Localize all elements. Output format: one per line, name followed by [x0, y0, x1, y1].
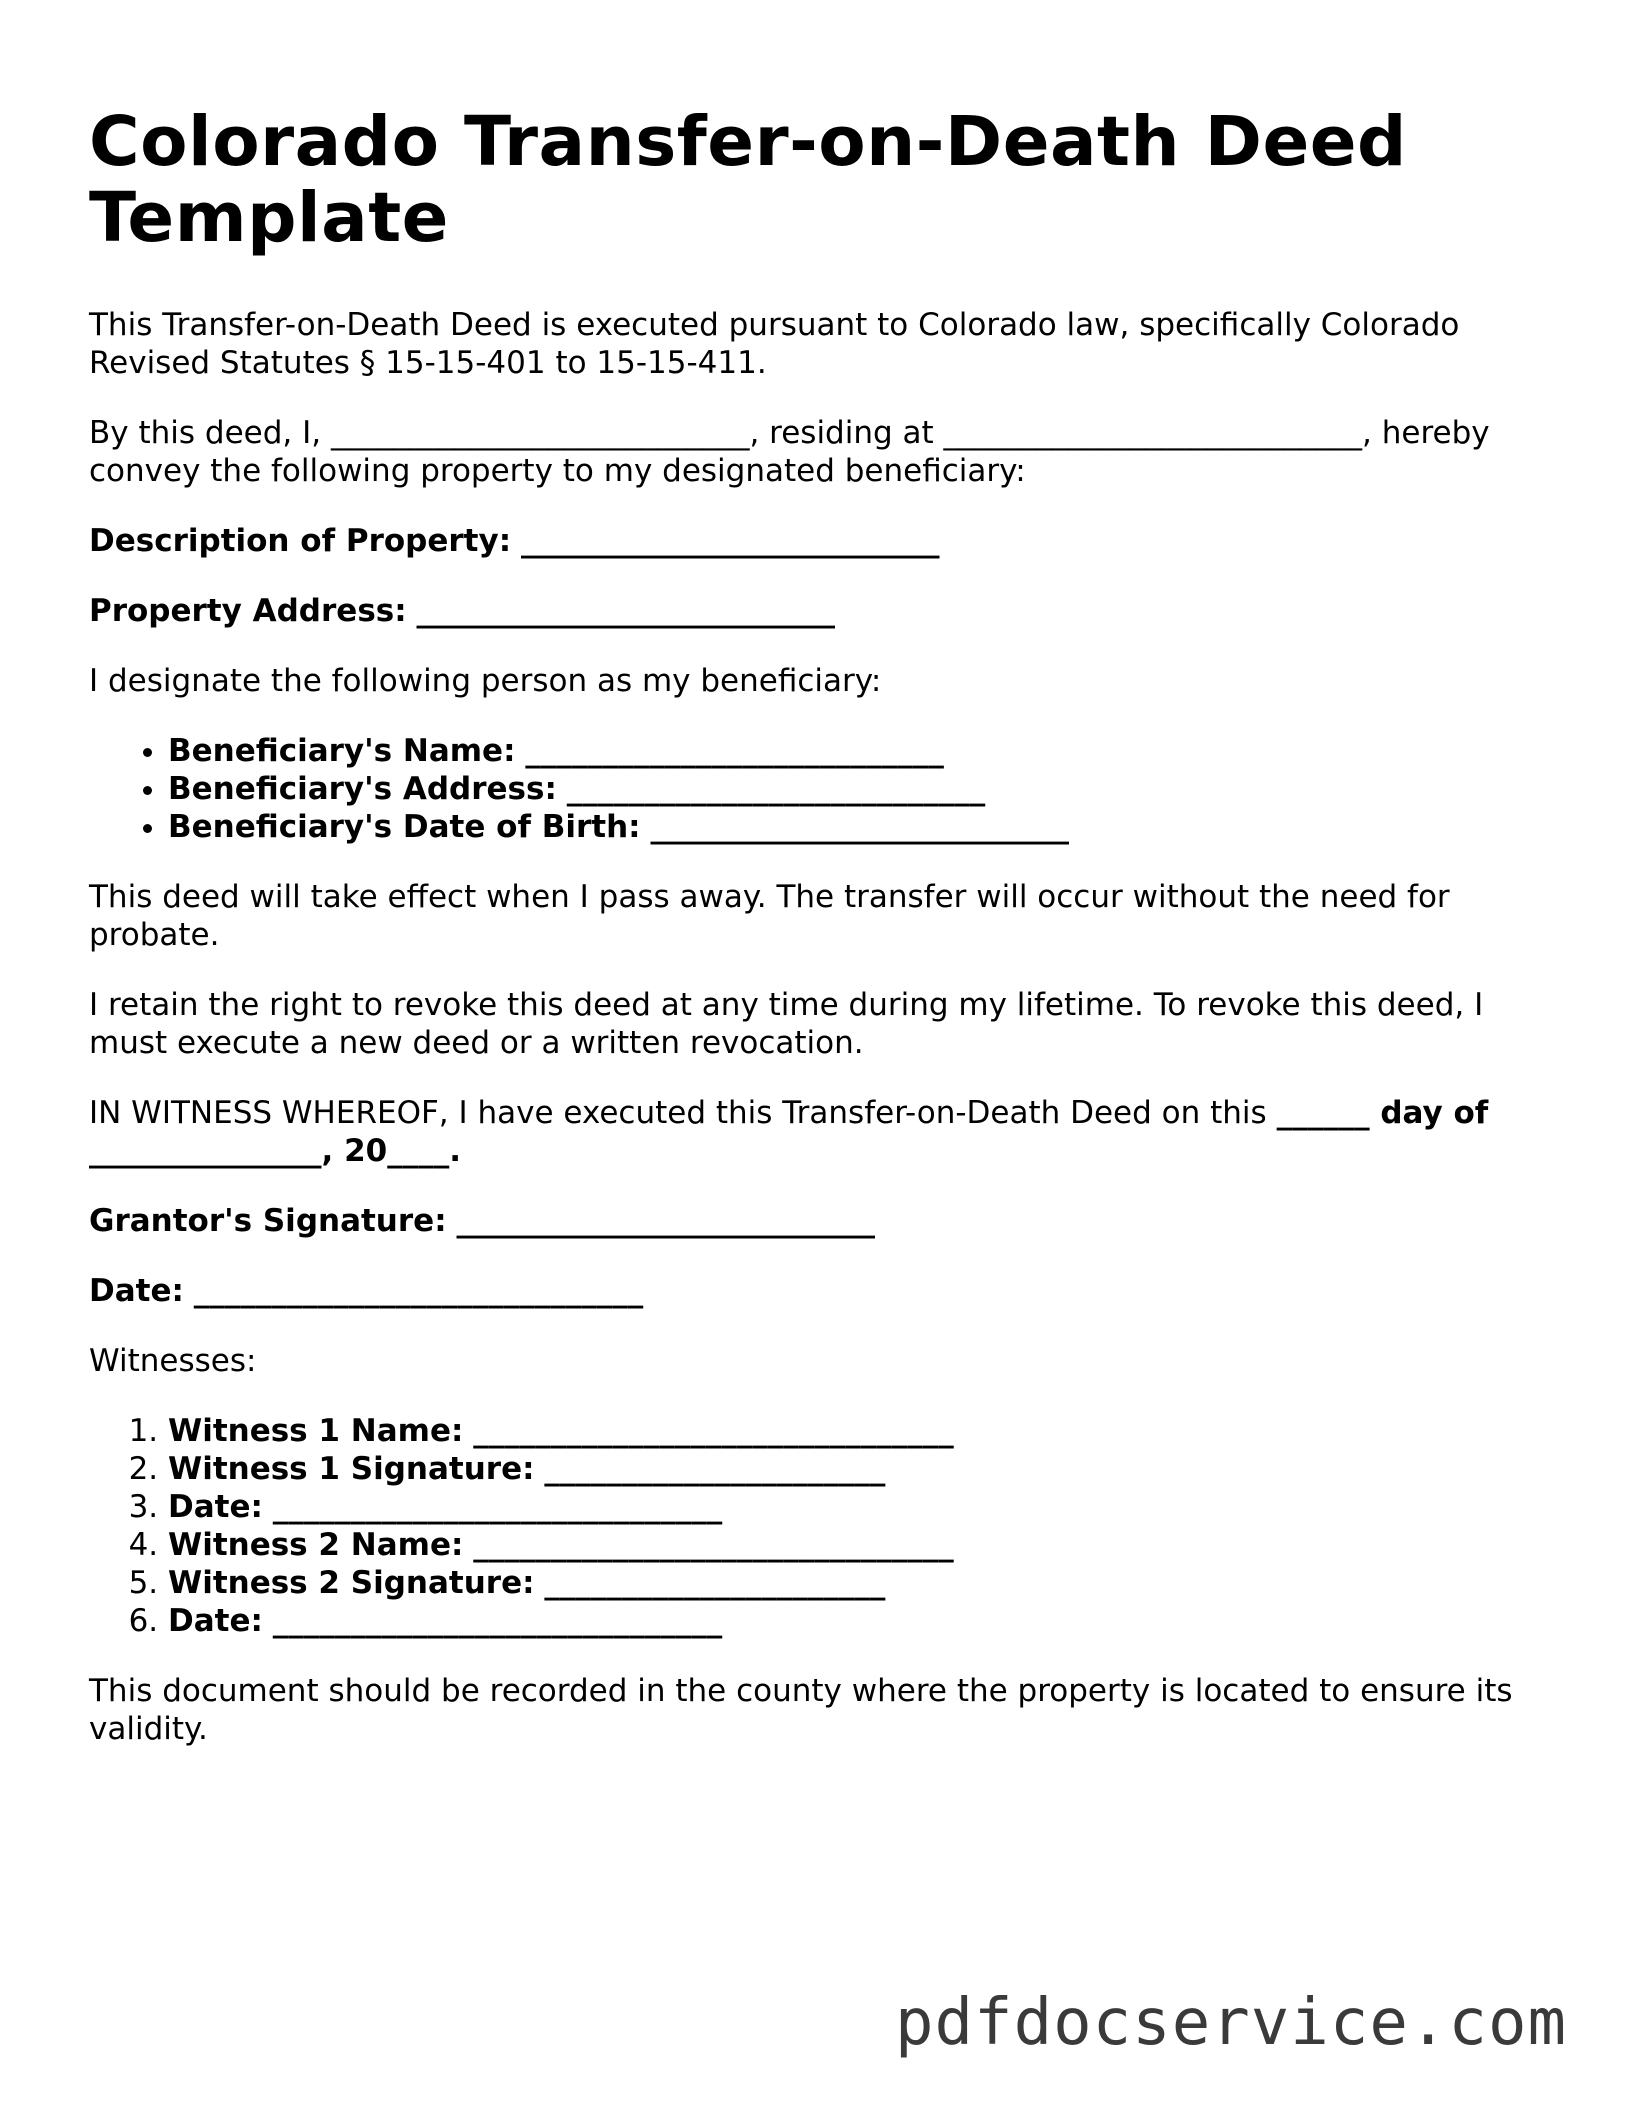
- grantor-signature-label: Grantor's Signature:: [89, 1203, 447, 1239]
- witness-2-signature-label: Witness 2 Signature:: [168, 1565, 535, 1601]
- witness-2-date-label: Date:: [168, 1603, 263, 1639]
- witness-2-date-item: [168, 1602, 1549, 1640]
- witness-1-name-item: [168, 1412, 1549, 1450]
- witness-1-signature-blank: ______________________: [544, 1451, 886, 1487]
- witness-clause: [89, 1094, 1549, 1170]
- witnesses-heading: Witnesses:: [89, 1343, 257, 1379]
- beneficiary-name-item: [168, 732, 1549, 770]
- recording-note: This document should be recorded in the county where the property is located to ensure its validity.: [89, 1673, 1513, 1747]
- document-page: [89, 104, 1549, 1780]
- witness-1-name-blank: _______________________________: [473, 1413, 954, 1449]
- witness-2-name-item: [168, 1526, 1549, 1564]
- witness-list: [89, 1412, 1549, 1640]
- beneficiary-name-label: Beneficiary's Name:: [168, 733, 516, 769]
- conveyance-paragraph: By this deed, I, ___________________________, residing at ___________________________, hereby convey the following property to my designated beneficiary:: [89, 415, 1490, 489]
- witness-2-signature-item: [168, 1564, 1549, 1602]
- witness-clause-text: IN WITNESS WHEREOF, I have executed this Transfer-on-Death Deed on this: [89, 1095, 1267, 1131]
- property-address-field: [89, 592, 1549, 630]
- beneficiary-address-item: [168, 770, 1549, 808]
- effect-paragraph: This deed will take effect when I pass away. The transfer will occur without the need for probate.: [89, 879, 1450, 953]
- witness-2-name-blank: _______________________________: [473, 1527, 954, 1563]
- witness-1-date-blank: _____________________________: [272, 1489, 723, 1525]
- property-description-field: [89, 522, 1549, 560]
- witness-2-name-label: Witness 2 Name:: [168, 1527, 464, 1563]
- beneficiary-dob-blank: ___________________________: [650, 809, 1069, 845]
- witness-clause-date-blanks: ______ day of _______________, 20____.: [89, 1095, 1489, 1169]
- document-title: Colorado Transfer-on-Death Deed Template: [89, 102, 1407, 258]
- intro-paragraph: This Transfer-on-Death Deed is executed pursuant to Colorado law, specifically Colorado Revised Statutes § 15-15-401 to 15-15-411.: [89, 307, 1460, 381]
- beneficiary-name-blank: ___________________________: [525, 733, 944, 769]
- witness-1-signature-label: Witness 1 Signature:: [168, 1451, 535, 1487]
- property-description-blank: ___________________________: [520, 523, 940, 559]
- date-blank: _____________________________: [193, 1273, 644, 1309]
- witness-1-name-label: Witness 1 Name:: [168, 1413, 464, 1449]
- witness-2-signature-blank: ______________________: [544, 1565, 886, 1601]
- date-field: [89, 1272, 1549, 1310]
- beneficiary-dob-item: [168, 808, 1549, 846]
- beneficiary-address-label: Beneficiary's Address:: [168, 771, 557, 807]
- beneficiary-dob-label: Beneficiary's Date of Birth:: [168, 809, 641, 845]
- witness-1-date-item: [168, 1488, 1549, 1526]
- property-address-blank: ___________________________: [416, 593, 835, 629]
- watermark-logo: pdfdocservice.com: [894, 1986, 1567, 2060]
- beneficiary-intro: I designate the following person as my beneficiary:: [89, 663, 882, 699]
- beneficiary-list: [89, 732, 1549, 846]
- witness-2-date-blank: _____________________________: [272, 1603, 723, 1639]
- revocation-paragraph: I retain the right to revoke this deed at any time during my lifetime. To revoke this deed, I must execute a new deed or a written revocation.: [89, 987, 1484, 1061]
- date-label: Date:: [89, 1273, 184, 1309]
- property-description-label: Description of Property:: [89, 523, 512, 559]
- grantor-signature-blank: ___________________________: [456, 1203, 875, 1239]
- grantor-signature-field: [89, 1202, 1549, 1240]
- witness-1-date-label: Date:: [168, 1489, 263, 1525]
- property-address-label: Property Address:: [89, 593, 407, 629]
- beneficiary-address-blank: ___________________________: [566, 771, 986, 807]
- witness-1-signature-item: [168, 1450, 1549, 1488]
